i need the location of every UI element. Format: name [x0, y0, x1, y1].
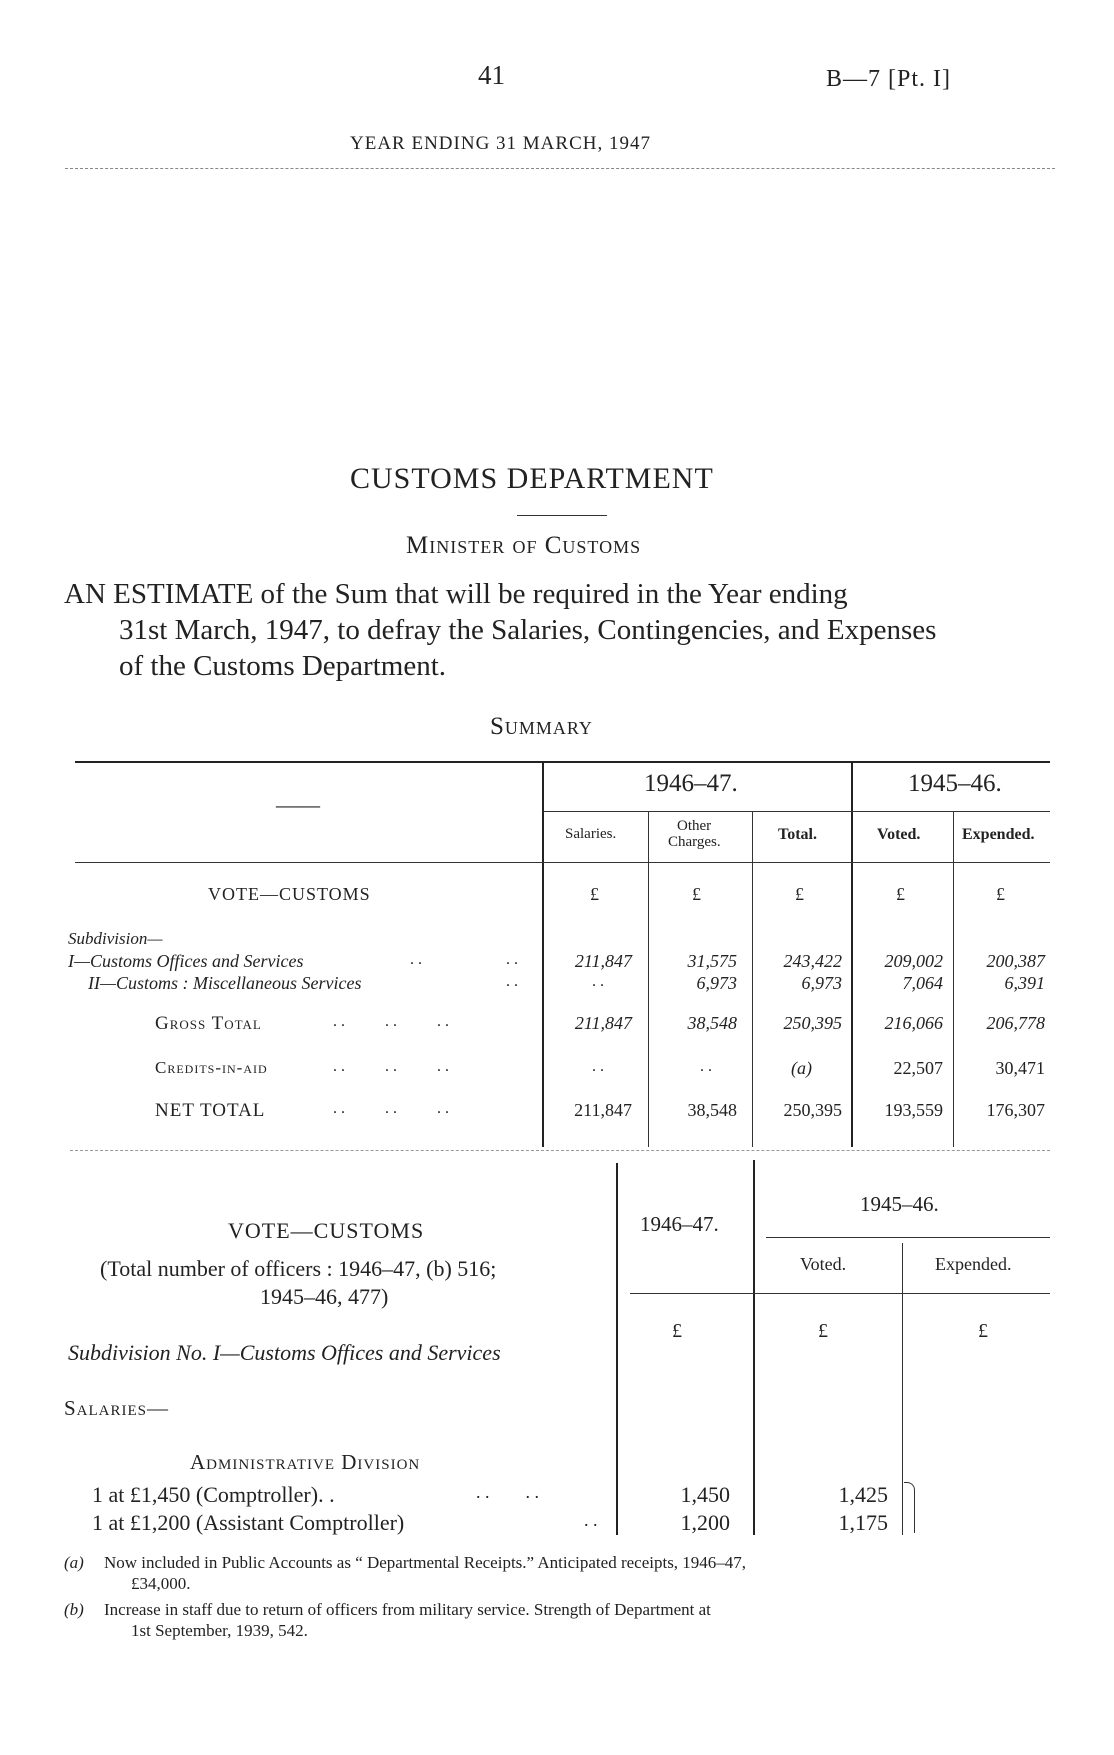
col-other-2: Charges. [668, 834, 721, 850]
vote-currency-voted: £ [818, 1320, 828, 1342]
administrative-division-label: Administrative Division [190, 1450, 421, 1474]
vote-col-expended: Expended. [935, 1254, 1012, 1274]
estimate-line-3: of the Customs Department. [119, 650, 447, 682]
credits-in-aid-leaders: . . . . . . [333, 1058, 449, 1075]
vote-year-previous: 1945–46. [860, 1192, 939, 1216]
row-miscellaneous-label: II—Customs : Miscellaneous Services [88, 973, 362, 993]
vote-divider-3 [902, 1243, 903, 1535]
currency-total: £ [795, 884, 804, 904]
row-miscellaneous-other: 6,973 [696, 973, 737, 993]
gross-total-salaries: 211,847 [574, 1013, 632, 1033]
summary-year-rule [543, 811, 1050, 812]
row-customs-offices-total: 243,422 [783, 951, 842, 971]
assistant-comptroller-leaders: . . [584, 1510, 598, 1530]
net-total-expended: 176,307 [986, 1100, 1045, 1120]
assistant-comptroller-voted: 1,175 [838, 1510, 888, 1535]
gross-total-leaders: . . . . . . [333, 1013, 449, 1030]
row-customs-offices-label: I—Customs Offices and Services [68, 951, 304, 971]
vote-year-current: 1946–47. [640, 1212, 719, 1236]
row-customs-offices-other: 31,575 [687, 951, 737, 971]
gross-total-expended: 206,778 [986, 1013, 1045, 1033]
credits-in-aid-salaries: . . [592, 1058, 604, 1075]
vote-currency-expended: £ [978, 1320, 988, 1342]
net-total-voted: 193,559 [884, 1100, 943, 1120]
col-total: Total. [778, 826, 817, 843]
assistant-comptroller-label: 1 at £1,200 (Assistant Comptroller) [92, 1510, 405, 1535]
net-total-leaders: . . . . . . [333, 1100, 449, 1117]
col-expended: Expended. [962, 826, 1035, 843]
net-total-label: NET TOTAL [155, 1100, 266, 1121]
footnote-b-mark: (b) [64, 1600, 84, 1619]
subdivision-label: Subdivision— [68, 929, 163, 948]
assistant-comptroller-current: 1,200 [680, 1510, 730, 1535]
footnote-b-text: Increase in staff due to return of officers from military service. Strength of Department at [104, 1600, 711, 1619]
page-number: 41 [478, 60, 505, 90]
row-customs-offices-voted: 209,002 [884, 951, 943, 971]
summary-bottom-rule [70, 1150, 1050, 1151]
vote-divider-2 [753, 1160, 755, 1535]
year-heading: YEAR ENDING 31 MARCH, 1947 [350, 133, 651, 154]
estimate-line-2: 31st March, 1947, to defray the Salaries, Contingencies, and Expenses [119, 614, 937, 646]
credits-in-aid-expended: 30,471 [995, 1058, 1045, 1078]
row-miscellaneous-total: 6,973 [801, 973, 842, 993]
minister-line: Minister of Customs [406, 532, 642, 559]
col-other-1: Other [677, 818, 712, 834]
vote-header-rule [630, 1293, 1050, 1294]
estimate-line-1: AN ESTIMATE of the Sum that will be required in the Year ending [64, 578, 848, 610]
col-salaries: Salaries. [565, 826, 617, 842]
col-voted: Voted. [877, 826, 921, 843]
comptroller-current: 1,450 [680, 1482, 730, 1507]
row-miscellaneous-expended: 6,391 [1004, 973, 1045, 993]
summary-vote-label: VOTE—CUSTOMS [208, 884, 371, 904]
bracket-mark [904, 1482, 915, 1533]
title-rule [517, 515, 607, 516]
summary-header-rule [75, 862, 1050, 863]
credits-in-aid-total: (a) [791, 1058, 812, 1078]
row-miscellaneous-leader-2: . . [506, 973, 518, 990]
vote-title: VOTE—CUSTOMS [228, 1218, 425, 1243]
department-title: CUSTOMS DEPARTMENT [350, 462, 714, 495]
vote-subdivision: Subdivision No. I—Customs Offices and Services [68, 1340, 501, 1365]
row-miscellaneous-voted: 7,064 [902, 973, 943, 993]
summary-heading: Summary [490, 713, 593, 740]
footnote-a-mark: (a) [64, 1553, 84, 1572]
net-total-other: 38,548 [687, 1100, 737, 1120]
currency-voted: £ [896, 884, 905, 904]
summary-divider-2 [851, 762, 853, 1147]
gross-total-total: 250,395 [783, 1013, 842, 1033]
header-rule [65, 168, 1055, 169]
net-total-total: 250,395 [783, 1100, 842, 1120]
vote-col-voted: Voted. [800, 1254, 847, 1274]
vote-year-rule [766, 1237, 1050, 1238]
summary-year-previous: 1945–46. [908, 770, 1002, 797]
row-customs-offices-leader-2: . . [506, 951, 518, 968]
currency-salaries: £ [590, 884, 599, 904]
summary-divider-1 [542, 762, 544, 1147]
row-customs-offices-salaries: 211,847 [574, 951, 632, 971]
footnote-a-text-2: £34,000. [131, 1574, 191, 1593]
currency-expended: £ [996, 884, 1005, 904]
gross-total-other: 38,548 [687, 1013, 737, 1033]
footnote-b-text-2: 1st September, 1939, 542. [131, 1621, 308, 1640]
comptroller-leaders: . . . . [476, 1482, 539, 1502]
document-reference: B—7 [Pt. I] [826, 66, 951, 92]
vote-officers-line-2: 1945–46, 477) [260, 1284, 389, 1309]
comptroller-label: 1 at £1,450 (Comptroller). . [92, 1482, 335, 1507]
summary-top-rule [75, 761, 1050, 763]
row-customs-offices-expended: 200,387 [986, 951, 1045, 971]
vote-officers-line-1: (Total number of officers : 1946–47, (b) 516; [100, 1256, 497, 1281]
credits-in-aid-label: Credits-in-aid [155, 1058, 268, 1077]
vote-divider-1 [616, 1163, 618, 1535]
gross-total-voted: 216,066 [884, 1013, 943, 1033]
summary-dash: —— [276, 792, 320, 817]
gross-total-label: Gross Total [155, 1013, 262, 1034]
currency-other: £ [692, 884, 701, 904]
net-total-salaries: 211,847 [574, 1100, 632, 1120]
summary-year-current: 1946–47. [644, 770, 738, 797]
row-customs-offices-leader: . . [410, 951, 422, 968]
vote-currency-current: £ [672, 1320, 682, 1342]
footnote-a-text: Now included in Public Accounts as “ Departmental Receipts.” Anticipated receipts, 1946–47, [104, 1553, 747, 1572]
salaries-label: Salaries— [64, 1396, 170, 1420]
row-miscellaneous-salaries: . . [592, 973, 604, 990]
comptroller-voted: 1,425 [838, 1482, 888, 1507]
credits-in-aid-voted: 22,507 [893, 1058, 943, 1078]
credits-in-aid-other: . . [700, 1058, 712, 1075]
